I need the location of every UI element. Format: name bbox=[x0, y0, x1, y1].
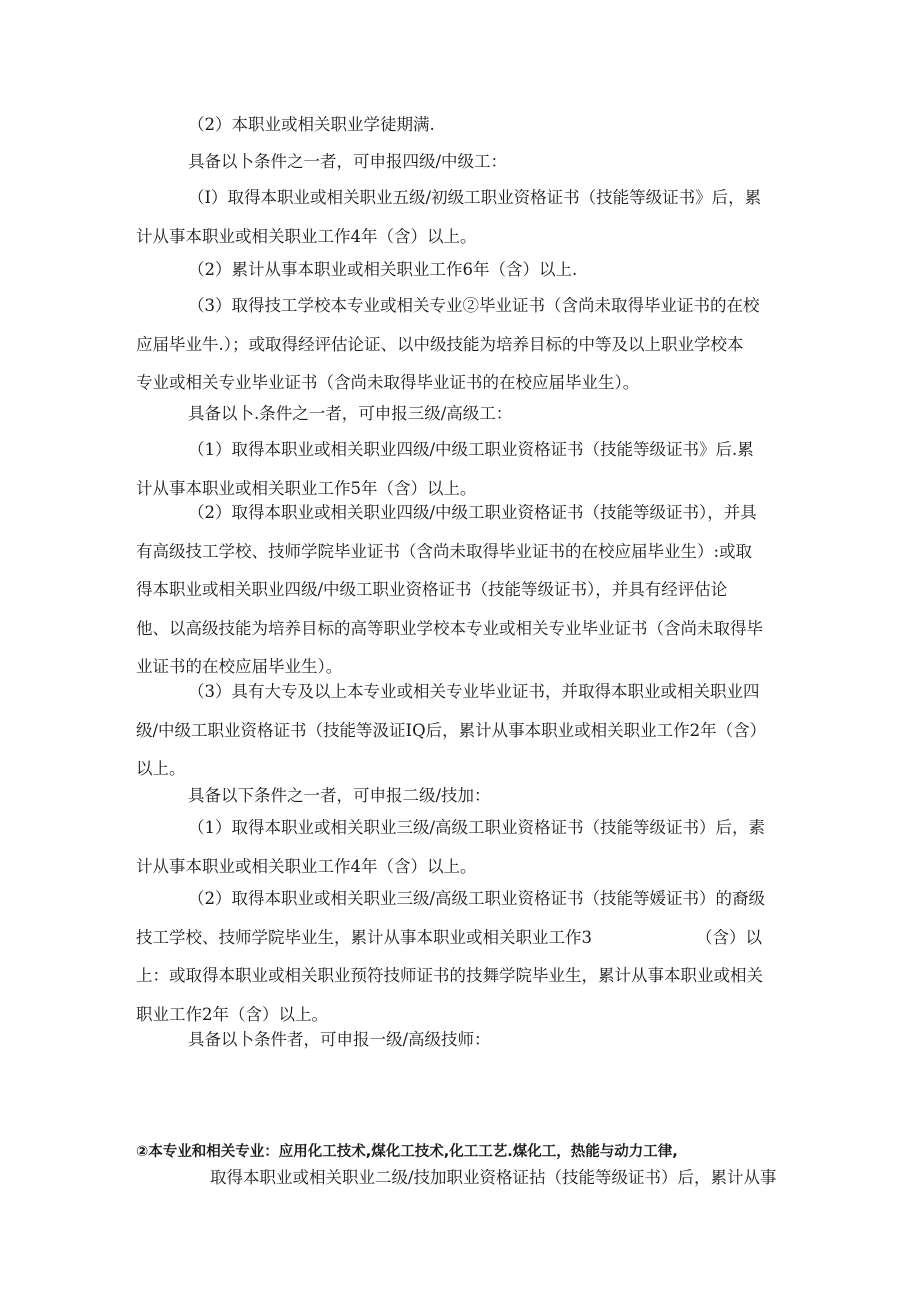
text-line: 以上。 bbox=[136, 759, 186, 778]
paragraph bbox=[0, 673, 920, 789]
text-line: （2）取得本职业或相关职业三级/高级工职业资格证书（技能等媛证书）的裔级 bbox=[188, 889, 766, 908]
paragraph bbox=[0, 179, 920, 256]
text-segment: （含）以 bbox=[696, 927, 762, 947]
paragraph bbox=[0, 880, 920, 1034]
paragraph bbox=[0, 809, 920, 886]
paragraph-heading bbox=[0, 395, 920, 434]
paragraph bbox=[0, 106, 920, 145]
text-line: （3）具有大专及以上本专业或相关专业毕业证书，并取得本职业或相关职业四 bbox=[188, 682, 760, 701]
paragraph-heading bbox=[0, 143, 920, 182]
paragraph bbox=[0, 287, 920, 403]
text-line: 具备以卜.条件之一者，可申报三级/高级工： bbox=[188, 404, 513, 423]
text-line: 具备以下条件之一者，可申报二级/技加： bbox=[188, 786, 491, 805]
text-line: 计从事本职业或相关职业工作4年（含）以上。 bbox=[136, 226, 477, 246]
text-line: 具备以卜条件者，可申报一级/高级技师： bbox=[188, 1030, 491, 1049]
text-line: （2）累计从事本职业或相关职业工作6年（含）以上. bbox=[188, 260, 578, 279]
text-line: 应届毕业牛.）；或取得经评估论证、以中级技能为培养目标的中等及以上职业学校本 bbox=[136, 334, 744, 354]
paragraph bbox=[0, 494, 920, 687]
text-line: 级/中级工职业资格证书（技能等汲证IQ后，累计从事本职业或相关职业工作2年（含） bbox=[136, 720, 767, 740]
text-line: 上：或取得本职业或相关职业预符技师证书的技舞学院毕业生，累计从事本职业或相关 bbox=[136, 966, 763, 985]
text-line: （3）取得技工学校本专业或相关专业②毕业证书（含尚未取得毕业证书的在校 bbox=[188, 296, 760, 315]
text-segment: 技工学校、技师学院毕业生，累计从事本职业或相关职业工作3 bbox=[136, 927, 592, 947]
text-line: 具备以卜条件之一者，可申报四级/中级工： bbox=[188, 152, 508, 171]
trailing-line: 取得本职业或相关职业二级/技加职业资格证拈（技能等级证书）后，累计从事 bbox=[210, 1168, 777, 1187]
text-line: 专业或相关专业毕业证书（含尚未取得毕业证书的在校应届毕业生）。 bbox=[136, 373, 640, 392]
text-line: 有高级技工学校、技师学院毕业证书（含尚未取得毕业证书的在校应届毕业生）:或取 bbox=[136, 541, 753, 561]
text-line: 他、以高级技能为培养目标的高等职业学校本专业或相关专业毕业证书（含尚未取得毕 bbox=[136, 618, 763, 638]
text-line bbox=[0, 919, 920, 958]
paragraph-heading bbox=[0, 1021, 920, 1060]
text-line: （1）取得本职业或相关职业三级/高级工职业资格证书（技能等级证书）后，素 bbox=[188, 818, 766, 837]
footnote: ②本专业和相关专业：应用化工技术,煤化工技术,化工工艺.煤化工，热能与动力工律, bbox=[136, 1144, 678, 1160]
text-line: 计从事本职业或相关职业工作4年（含）以上。 bbox=[136, 856, 477, 876]
text-line: 业证书的在校应届毕业生）。 bbox=[136, 657, 343, 676]
text-line: （2）取得本职业或相关职业四级/中级工职业资格证书（技能等级证书），并具 bbox=[188, 503, 757, 522]
text-line: 计从事本职业或相关职业工作5年（含）以上。 bbox=[136, 478, 477, 498]
text-line: （1）取得本职业或相关职业四级/中级工职业资格证书（技能等级证书》后.累 bbox=[188, 440, 754, 459]
text-line: （2）本职业或相关职业学徒期满. bbox=[188, 115, 435, 134]
text-line: 得本职业或相关职业四级/中级工职业资格证书（技能等级证书），并具有经评估论 bbox=[136, 580, 728, 599]
text-line: 职业工作2年（含）以上。 bbox=[136, 1004, 328, 1024]
paragraph bbox=[0, 251, 920, 290]
text-line: （I）取得本职业或相关职业五级/初级工职业资格证书（技能等级证书》后，累 bbox=[188, 188, 762, 207]
